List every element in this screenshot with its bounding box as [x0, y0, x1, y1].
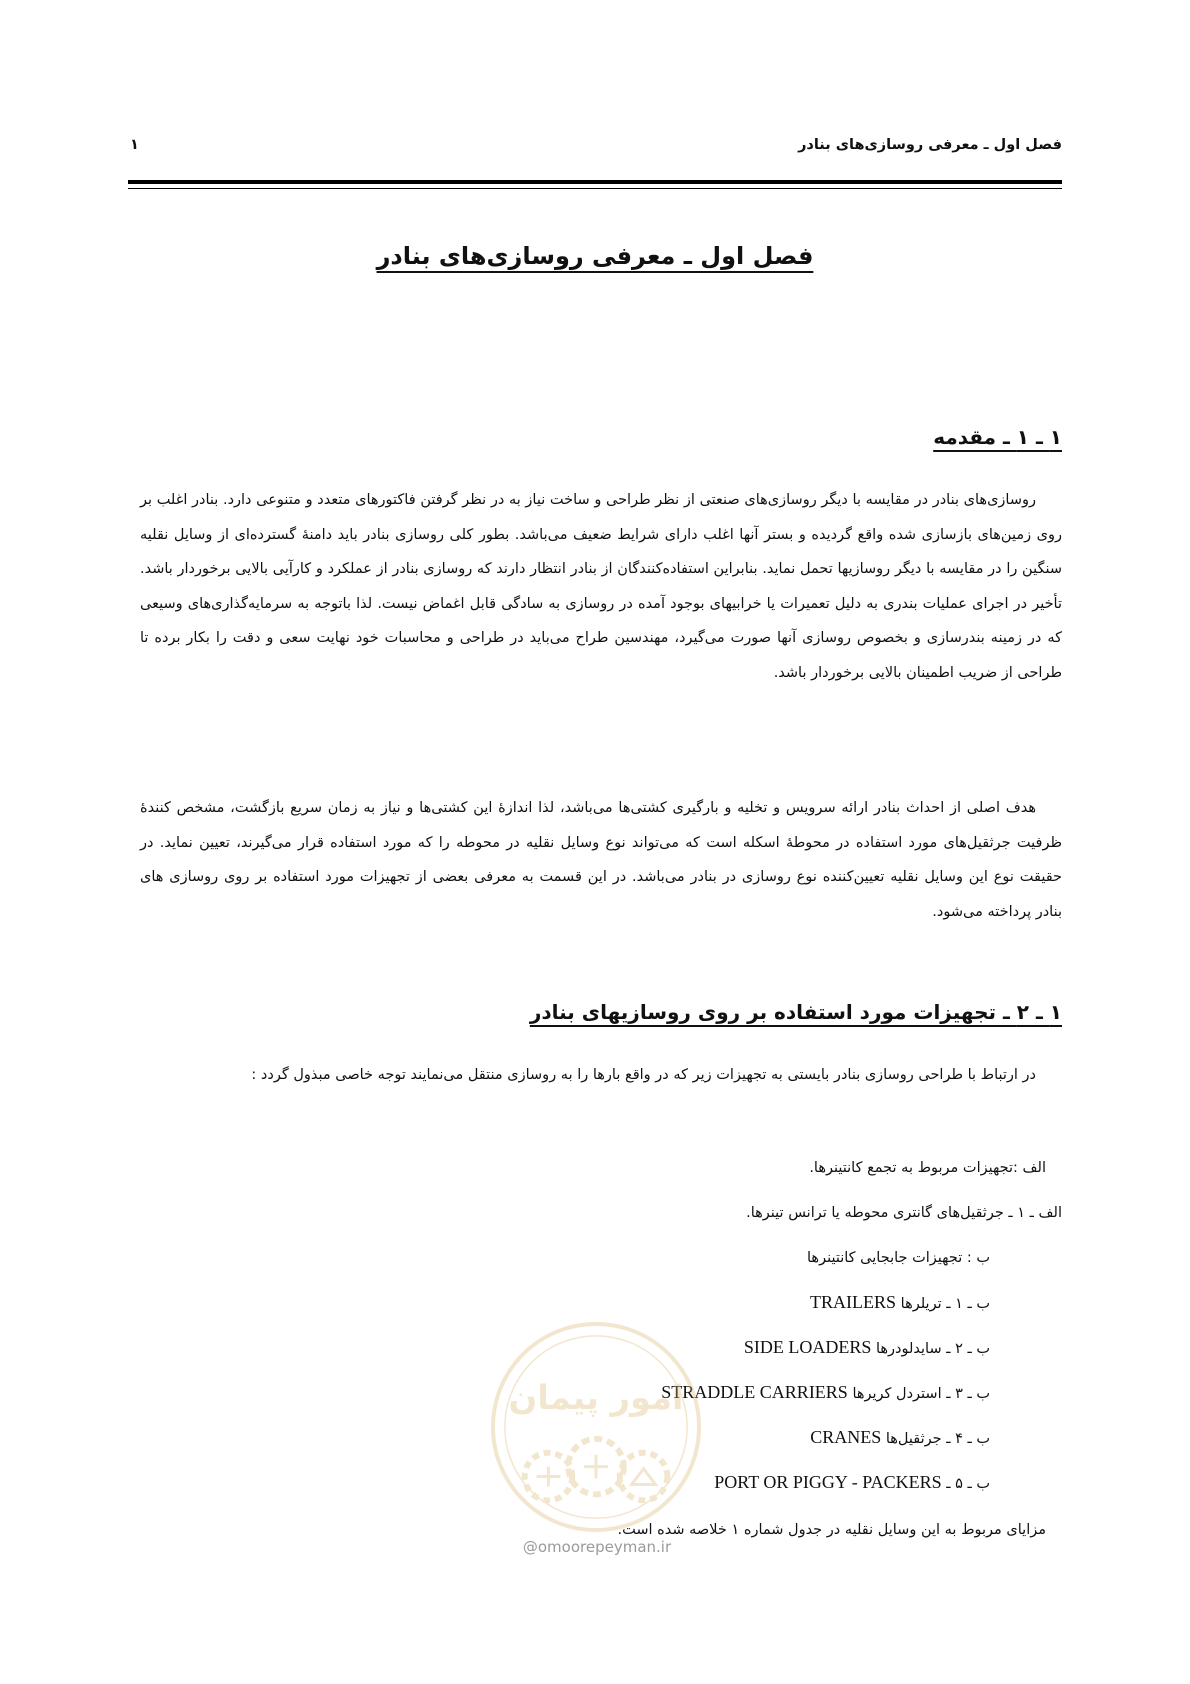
chapter-title: فصل اول ـ معرفی روسازی‌های بنادر	[376, 242, 814, 270]
header-rule-thin	[128, 188, 1062, 189]
list-item-fa: مزایای مربوط به این وسایل نقلیه در جدول شماره ۱ خلاصه شده است.	[617, 1521, 1046, 1538]
paragraph: هدف اصلی از احداث بنادر ارائه سرویس و تخلیه و بارگیری کشتی‌ها می‌باشد، لذا اندازهٔ این کشتی‌ها و نیاز به زمان سریع بازگشت، مشخص کنندهٔ ظرفیت جرثقیل‌های مورد استفاده در محوطهٔ اسکله است که می‌تواند نوع وسایل نقلیه در محوطه را که مورد استفاده قرار می‌گیرند، تعیین نماید. در حقیقت نوع این وسایل نقلیه تعیین‌کننده نوع روسازی در بنادر می‌باشد. در این قسمت به معرفی بعضی از تجهیزات مورد استفاده بر روی روسازی های بنادر پرداخته می‌شود.	[140, 800, 1062, 920]
list-item-fa: ب : تجهیزات جابجایی کانتینرها	[807, 1250, 990, 1267]
running-header	[130, 130, 1062, 160]
watermark-url: @omoorepeyman.ir	[522, 1538, 672, 1556]
running-title: فصل اول ـ معرفی روسازی‌های بنادر	[798, 137, 1062, 153]
section-heading-introduction: ۱ ـ ۱ ـ مقدمه	[933, 425, 1062, 449]
paragraph: در ارتباط با طراحی روسازی بنادر بایستی به تجهیزات زیر که در واقع بارها را به روسازی منتقل می‌نمایند توجه خاصی مبذول گردد :	[251, 1067, 1036, 1083]
list-item	[140, 1235, 1062, 1280]
list-item-fa: الف ـ ۱ ـ جرثقیل‌های گانتری محوطه یا ترانس تینرها.	[746, 1205, 1062, 1222]
list-item-en: TRAILERS	[810, 1291, 897, 1312]
list-item-fa: الف :تجهیزات مربوط به تجمع کانتینرها.	[809, 1160, 1046, 1176]
list-item-fa: ب ـ ۴ ـ جرثقیل‌ها	[885, 1431, 990, 1448]
watermark-logo-text: امور پیمان	[508, 1378, 684, 1418]
section-heading-equipment: ۱ ـ ۲ ـ تجهیزات مورد استفاده بر روی روسازیهای بنادر	[529, 1000, 1062, 1024]
list-item-fa: ب ـ ۲ ـ سایدلودرها	[875, 1340, 990, 1357]
list-item-en: PORT OR PIGGY - PACKERS	[714, 1472, 942, 1493]
list-item-fa: ب ـ ۵ ـ	[946, 1476, 990, 1493]
header-rule-thick	[128, 180, 1062, 184]
list-item-fa: ب ـ ۳ ـ استردل کریرها	[852, 1386, 990, 1403]
watermark-logo	[487, 1318, 705, 1536]
list-item	[140, 1145, 1062, 1190]
page-number: ۱	[130, 137, 139, 153]
paragraph: روسازی‌های بنادر در مقایسه با دیگر روسازی‌های صنعتی از نظر طراحی و ساخت نیاز به در نظر گرفتن فاکتورهای متعدد و متنوعی دارد. بنادر اغلب بر روی زمین‌های بازسازی شده واقع گردیده و بستر آنها اغلب دارای شرایط ضعیف می‌باشد. بطور کلی روسازی بنادر باید دامنهٔ گسترده‌ای از وسایل نقلیه سنگین را در مقایسه با دیگر روسازیها تحمل نماید. بنابراین استفاده‌کنندگان از بنادر انتظار دارند که روسازی بنادر از عملکرد و کارآیی بالایی برخوردار باشد. تأخیر در اجرای عملیات بندری به دلیل تعمیرات یا خرابیهای بوجود آمده در روسازی به سادگی قابل اغماض نیست. لذا باتوجه به سرمایه‌گذاری‌های وسیعی که در زمینه بندرسازی و بخصوص روسازی آنها صورت می‌گیرد، مهندسین طراح می‌باید در طراحی و محاسبات خود نهایت سعی و دقت را بکار برده تا طراحی از ضریب اطمینان بالایی برخوردار باشد.	[140, 492, 1062, 681]
list-item-en: CRANES	[810, 1427, 882, 1448]
list-item-fa: ب ـ ۱ ـ تریلرها	[900, 1295, 990, 1312]
list-item-en: SIDE LOADERS	[743, 1336, 872, 1357]
list-item-en: STRADDLE CARRIERS	[661, 1382, 848, 1403]
list-item	[140, 1190, 1062, 1235]
